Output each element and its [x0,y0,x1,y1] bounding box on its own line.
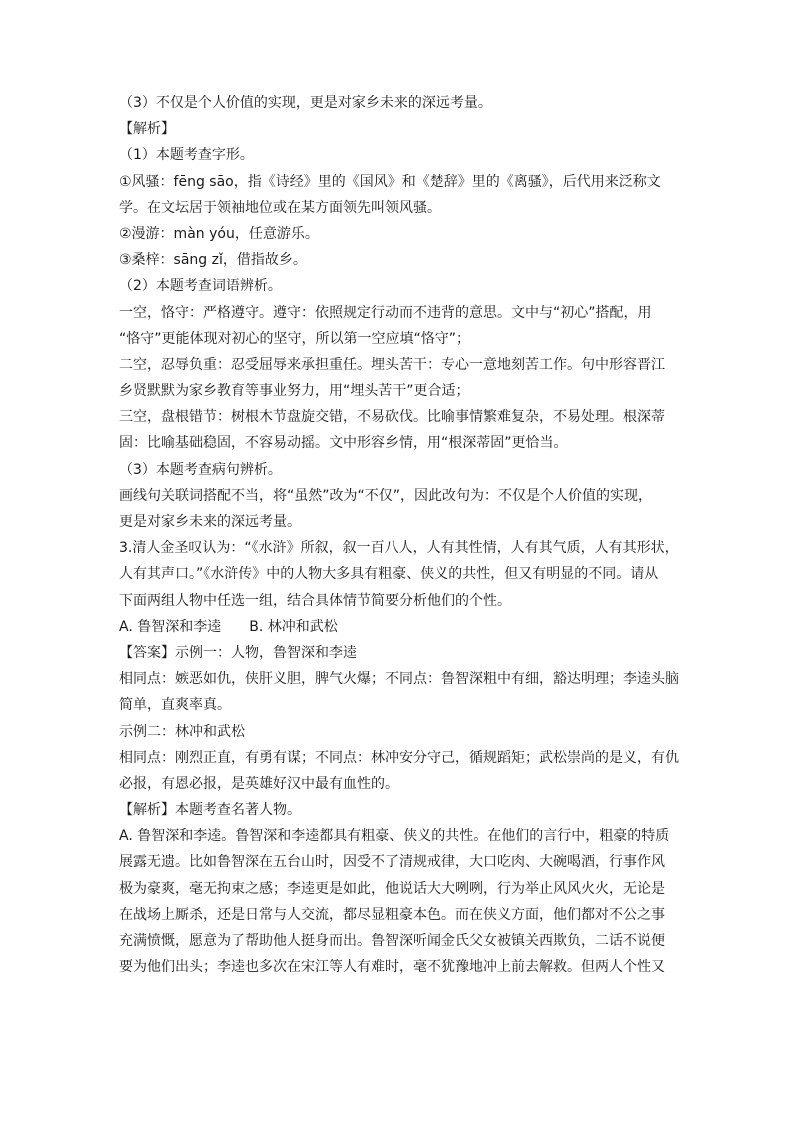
question-3-line-2: 人有其声口。”《水浒传》中的人物大多具有粗豪、侠义的共性，但又有明显的不同。请从 [119,566,659,583]
analysis-3-line-4: 在战场上厮杀，还是日常与人交流，都尽显粗豪本色。而在侠义方面，他们都对不公之事 [119,906,665,923]
answer-example-1-line-1: 相同点：嫉恶如仇，侠肝义胆，脾气火爆；不同点：鲁智深粗中有细，豁达明理；李逵头脑 [119,671,679,688]
answer-example-1-heading: 【答案】示例一：人物，鲁智深和李逵 [119,644,357,661]
analysis-3-heading: 【解析】本题考查名著人物。 [119,802,301,819]
blank-3-line-2: 固：比喻基础稳固，不容易动摇。文中形容乡情，用“根深蒂固”更恰当。 [119,435,568,452]
question-3-options: A. 鲁智深和李逵 B. 林冲和武松 [119,618,338,635]
item-manyou: ②漫游：màn yóu，任意游乐。 [119,225,319,242]
item-fengsao-line-2: 学。在文坛居于领袖地位或在某方面领先叫领风骚。 [119,199,441,216]
item-fengsao-line-1: ①风骚：fēng sāo，指《诗经》里的《国风》和《楚辞》里的《离骚》，后代用来泛称文 [119,173,661,190]
answer-example-2-line-2: 必报，有恩必报，是英雄好汉中最有血性的。 [119,775,399,792]
analysis-part-2-heading: （2）本题考查词语辨析。 [119,278,282,295]
blank-2-line-2: 乡贤默默为家乡教育等事业努力，用“埋头苦干”更合适； [119,383,470,400]
sentence-fix-line-1: 画线句关联词搭配不当，将“虽然”改为“不仅”，因此改句为：不仅是个人价值的实现， [119,487,653,504]
question-3-line-1: 3.清人金圣叹认为：“《水浒》所叙，叙一百八人，人有其性情，人有其气质，人有其形状， [119,540,679,557]
analysis-3-line-5: 充满愤慨，愿意为了帮助他人挺身而出。鲁智深听闻金氏父女被镇关西欺负，二话不说便 [119,933,665,949]
analysis-3-line-3: 极为豪爽，毫无拘束之感；李逵更是如此，他说话大大咧咧，行为举止风风火火，无论是 [119,880,665,897]
analysis-3-line-6: 要为他们出头；李逵也多次在宋江等人有难时，毫不犹豫地冲上前去解救。但两人个性又 [119,959,665,976]
blank-2-line-1: 二空，忍辱负重：忍受屈辱来承担重任。埋头苦干：专心一意地刻苦工作。句中形容晋江 [119,356,665,373]
answer-example-1-line-2: 简单，直爽率真。 [119,697,231,714]
question-3-line-3: 下面两组人物中任选一组，结合具体情节简要分析他们的个性。 [119,592,511,609]
answer-3-line: （3）不仅是个人价值的实现，更是对家乡未来的深远考量。 [119,95,492,111]
analysis-heading: 【解析】 [119,121,175,138]
analysis-part-3-heading: （3）本题考查病句辨析。 [119,461,282,478]
sentence-fix-line-2: 更是对家乡未来的深远考量。 [119,514,301,530]
document-body [119,90,679,980]
analysis-3-line-1: A. 鲁智深和李逵。鲁智深和李逵都具有粗豪、侠义的共性。在他们的言行中，粗豪的特质 [119,828,670,845]
answer-example-2-heading: 示例二：林冲和武松 [119,723,245,740]
item-sangzi: ③桑梓：sāng zǐ，借指故乡。 [119,252,307,269]
answer-example-2-line-1: 相同点：刚烈正直，有勇有谋；不同点：林冲安分守己，循规蹈矩；武松崇尚的是义，有仇 [119,749,679,766]
analysis-part-1-heading: （1）本题考查字形。 [119,147,254,164]
blank-1-line-2: “恪守”更能体现对初心的坚守，所以第一空应填“恪守”； [119,330,471,347]
blank-3-line-1: 三空，盘根错节：树根木节盘旋交错，不易砍伐。比喻事情繁难复杂，不易处理。根深蒂 [119,409,665,426]
analysis-3-line-2: 展露无遗。比如鲁智深在五台山时，因受不了清规戒律，大口吃肉、大碗喝酒，行事作风 [119,854,665,871]
blank-1-line-1: 一空，恪守：严格遵守。遵守：依照规定行动而不违背的意思。文中与“初心”搭配，用 [119,304,652,321]
